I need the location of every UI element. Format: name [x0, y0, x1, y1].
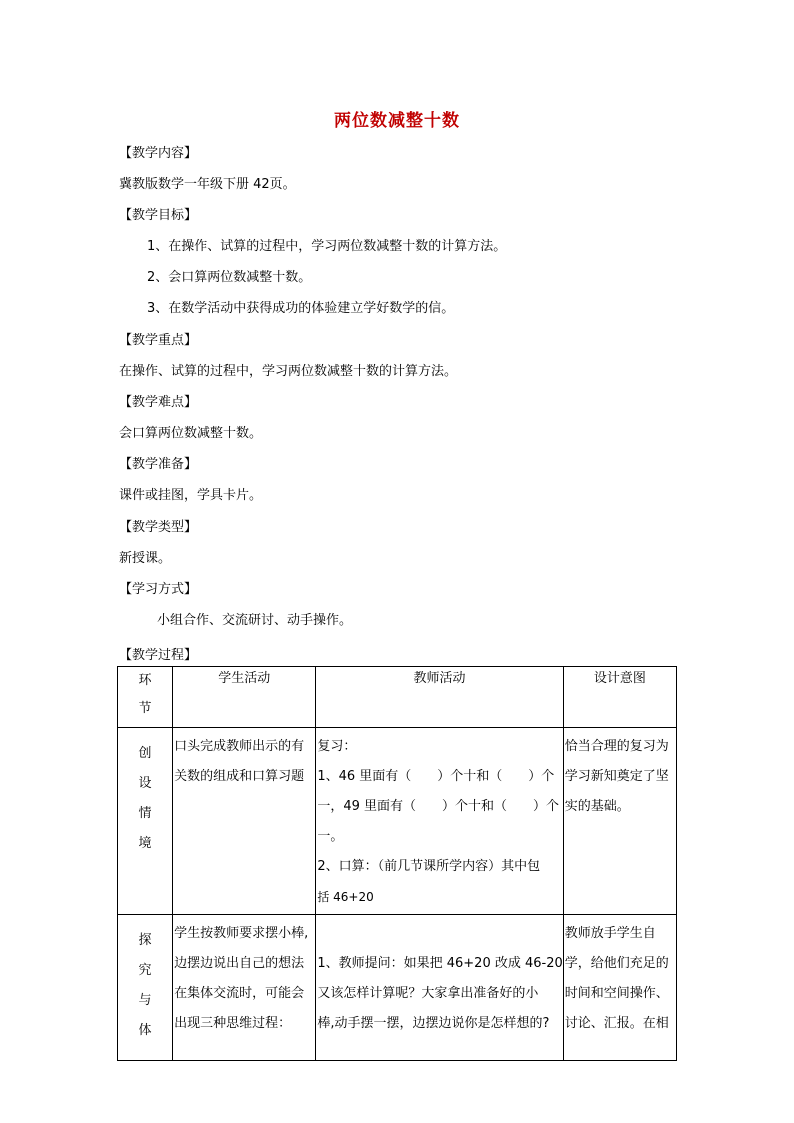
table-row	[118, 915, 677, 1061]
content-text: 冀教版数学一年级下册 42页。	[119, 177, 296, 192]
goal-item: 1、在操作、试算的过程中，学习两位数减整十数的计算方法。	[147, 239, 507, 254]
stage-char: 设	[138, 776, 152, 791]
teacher-activity-line: 1、46 里面有（ ）个十和（ ）个	[317, 769, 555, 784]
stage-char: 探	[138, 933, 152, 948]
student-activity-line: 关数的组成和口算习题	[174, 769, 305, 784]
stage-cell	[118, 728, 173, 915]
key-text: 在操作、试算的过程中，学习两位数减整十数的计算方法。	[119, 364, 458, 379]
header-student: 学生活动	[173, 667, 316, 728]
prep-text: 课件或挂图，学具卡片。	[119, 488, 263, 503]
teacher-activity-line: 括 46+20	[317, 890, 374, 904]
design-intent-line: 恰当合理的复习为	[564, 739, 669, 754]
student-activity-cell	[173, 915, 316, 1061]
teacher-activity-cell	[316, 728, 563, 915]
design-intent-line: 讨论、汇报。在相	[564, 1016, 669, 1031]
teacher-activity-line: 又该怎样计算呢？大家拿出准备好的小	[317, 986, 539, 1001]
stage-char: 创	[138, 746, 152, 761]
header-stage-char: 环	[138, 673, 152, 688]
student-activity-line: 在集体交流时，可能会	[174, 986, 305, 1001]
heading-prep: 【教学准备】	[119, 457, 198, 472]
type-text: 新授课。	[119, 551, 172, 566]
goal-item: 3、在数学活动中获得成功的体验建立学好数学的信。	[147, 301, 455, 316]
stage-char: 情	[138, 806, 152, 821]
student-activity-line: 出现三种思维过程：	[174, 1016, 292, 1031]
heading-goals: 【教学目标】	[119, 208, 198, 223]
heading-process: 【教学过程】	[119, 648, 198, 663]
student-activity-line: 口头完成教师出示的有	[174, 739, 305, 754]
student-activity-line: 学生按教师要求摆小棒,	[174, 926, 309, 941]
process-table	[117, 666, 677, 1061]
stage-cell	[118, 915, 173, 1061]
student-activity-line: 边摆边说出自己的想法	[174, 956, 305, 971]
method-text: 小组合作、交流研讨、动手操作。	[157, 613, 353, 628]
difficulty-text: 会口算两位数减整十数。	[119, 426, 263, 441]
heading-content: 【教学内容】	[119, 146, 198, 161]
heading-difficulty: 【教学难点】	[119, 395, 198, 410]
design-intent-line: 学，给他们充足的	[564, 956, 669, 971]
goal-item: 2、会口算两位数减整十数。	[147, 270, 312, 285]
teacher-activity-line	[317, 919, 562, 949]
header-stage	[118, 667, 173, 728]
table-header-row	[118, 667, 677, 728]
student-activity-cell	[173, 728, 316, 915]
stage-char: 与	[138, 993, 152, 1008]
design-intent-line: 学习新知奠定了坚	[564, 769, 669, 784]
teacher-activity-line: 2、口算：（前几节课所学内容）其中包	[317, 859, 541, 874]
design-intent-line: 教师放手学生自	[564, 926, 656, 941]
stage-char: 体	[138, 1023, 152, 1038]
stage-char: 究	[138, 963, 152, 978]
document-title: 两位数减整十数	[334, 111, 460, 131]
teacher-activity-line: 一，49 里面有（ ）个十和（ ）个	[317, 799, 560, 814]
heading-type: 【教学类型】	[119, 520, 198, 535]
teacher-activity-line: 棒,动手摆一摆，边摆边说你是怎样想的?	[317, 1016, 550, 1031]
design-intent-cell	[563, 915, 676, 1061]
teacher-activity-line: 复习：	[317, 739, 357, 754]
table-row	[118, 728, 677, 915]
header-teacher: 教师活动	[316, 667, 563, 728]
heading-method: 【学习方式】	[119, 582, 198, 597]
teacher-activity-line: 1、教师提问：如果把 46+20 改成 46-20	[317, 956, 563, 971]
design-intent-cell	[563, 728, 676, 915]
design-intent-line: 实的基础。	[564, 799, 630, 814]
heading-key: 【教学重点】	[119, 333, 198, 348]
teacher-activity-cell	[316, 915, 563, 1061]
header-intent: 设计意图	[563, 667, 676, 728]
header-stage-char: 节	[138, 701, 152, 716]
design-intent-line: 时间和空间操作、	[564, 986, 669, 1001]
teacher-activity-line: 一。	[317, 829, 344, 844]
stage-char: 境	[138, 836, 152, 851]
